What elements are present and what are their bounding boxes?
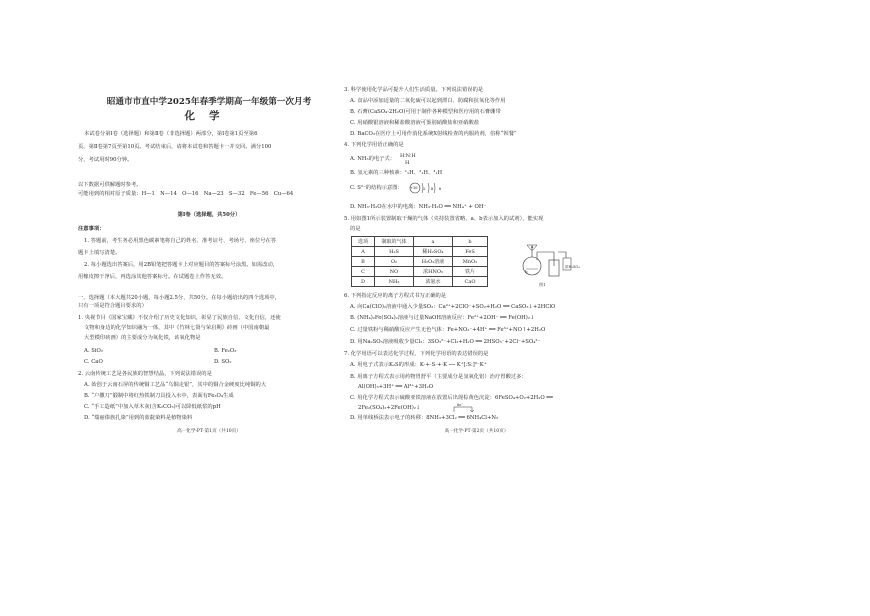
table-cell: H₂S <box>375 247 414 257</box>
table-cell: H₂O₂溶液 <box>414 257 453 267</box>
subject-title: 化学 <box>184 110 234 122</box>
q2-option-b: B. “户撒刀”锻制中将红热铁制刀具投入水中，表面有Fe₃O₄生成 <box>84 393 234 399</box>
table-cell: NO <box>375 267 414 277</box>
exam-title: 昭通市市直中学2025年春季学期高一年级第一次月考 <box>106 97 312 107</box>
page-1-footer: 高一化学·PT·第1页（共10页） <box>177 429 241 434</box>
q4-option-b: B. 氢元素的三种核素：¹₁H、²₁H、³₁H <box>350 170 443 176</box>
q1-option-d: D. SO₂ <box>214 359 232 365</box>
atomic-masses: 可能用到的相对原子质量：H—1 N—14 O—16 Na—23 S—32 Fe—56 Cu—64 <box>78 191 294 197</box>
table-header: 选项 <box>352 237 375 247</box>
table-header-row <box>352 237 488 247</box>
q6-option-a: A. 向Ca(ClO)₂溶液中通入少量SO₂：Ca²⁺+2ClO⁻+SO₂+H₂O ══ CaSO₃↓+2HClO <box>350 304 556 310</box>
table-cell: O₂ <box>375 257 414 267</box>
figure-caption: 图1 <box>539 282 546 287</box>
q3-stem: 3. 科学使用化学品可提升人们生活质量。下列说法错误的是 <box>344 87 484 93</box>
q1-stem-1: 1. 央视节目《国家宝藏》不仅介绍了历史文化知识，彰显了民族自信、文化自信，还使 <box>78 315 281 321</box>
q7-option-c-equation: 2Fe₂(SO₄)₃+2Fe(OH)₂↓ <box>358 405 421 411</box>
data-reference-label: 以下数据可供解题时参考。 <box>78 182 142 188</box>
q7-stem: 7. 化学用语可以表达化学过程，下列化学用语的表达错误的是 <box>344 351 489 357</box>
figure-label-a: a <box>531 244 534 249</box>
table-cell: MnO₂ <box>453 257 488 267</box>
table-cell: A <box>352 247 375 257</box>
q7-option-b-equation: Al(OH)₃+3H⁺ ══ Al³⁺+3H₂O <box>358 384 434 390</box>
exam-page-2 <box>344 0 609 616</box>
q5-gas-table <box>351 236 488 287</box>
q3-option-a: A. 食品中添加适量的二氧化硫可以起到漂白、防腐和抗氧化等作用 <box>350 98 506 104</box>
table-cell: C <box>352 267 375 277</box>
intro-line-3: 分，考试用时90分钟。 <box>78 157 133 163</box>
q1-stem-3: 大型模印砖画）的主要成分为氧化铁，该氧化物是 <box>84 335 201 341</box>
part-1-header-1: 一、选择题（本大题共20小题，每小题2.5分，共50分。在每小题给出的四个选项中， <box>78 295 281 301</box>
table-cell: FeS <box>453 247 488 257</box>
exam-page-1 <box>78 0 340 616</box>
table-row <box>352 257 488 267</box>
note-line-4: 用橡皮擦干净后，再选涂其他答案标号。在试题卷上作答无效。 <box>78 274 227 280</box>
table-cell: 浓氨水 <box>414 277 453 287</box>
table-cell: B <box>352 257 375 267</box>
table-cell: NH₃ <box>375 277 414 287</box>
q3-option-d: D. BaCO₃在医疗上可用作消化系统X射线检查的内服药剂，俗称“钡餐” <box>350 131 517 137</box>
q7-option-c: C. 用化学方程式表示硫酸亚铁溶液在放置后出现棕黄色沉淀：6FeSO₄+O₂+2H₂O ══ <box>350 395 553 401</box>
section-1-title: 第Ⅰ卷（选择题，共50分） <box>177 212 241 218</box>
note-line-1: 1. 答题前，考生务必用黑色碳素笔将自己的姓名、准考证号、考场号、座位号在答 <box>84 238 277 244</box>
nh3-electron-formula: H∶N∶H <box>400 153 416 159</box>
q3-option-c: C. 用硝酸银溶液和稀盐酸溶液可鉴别硝酸盐和亚硝酸盐 <box>350 120 480 126</box>
single-line-bridge-arrow-icon <box>452 405 476 413</box>
table-cell: 铁片 <box>453 267 488 277</box>
q7-option-b: B. 用离子方程式表示用药物胃舒平（主要成分是氢氧化铝）治疗胃酸过多： <box>350 374 527 380</box>
q2-option-a: A. 始创于云南石屏的传统铜工艺品“乌铜走银”，其中的铜合金硬度比纯铜的大 <box>84 382 267 388</box>
notes-title: 注意事项： <box>78 226 105 232</box>
q7-option-d: D. 用单线桥法表示电子的转移：8NH₃+3Cl₂ ══ 6NH₄Cl+N₂ <box>350 415 499 421</box>
figure-reagent-label: 浓H₂SO₄ <box>565 265 580 269</box>
q4-option-d: D. NH₃·H₂O在水中的电离：NH₃·H₂O ══ NH₄⁺ + OH⁻ <box>350 204 487 210</box>
nh3-electron-formula-bottom: H <box>405 160 410 166</box>
table-cell: CaO <box>453 277 488 287</box>
q1-option-c: C. CaO <box>84 359 103 365</box>
q7-option-a: A. 用电子式表示K₂S的形成：K·+·S·+·K ── K⁺[:S:]²⁻K⁺ <box>350 362 487 368</box>
q4-option-c: C. S²⁻的结构示意图： <box>350 185 403 191</box>
q1-option-b: B. Fe₂O₃ <box>214 348 237 354</box>
q4-stem: 4. 下列化学用语正确的是 <box>344 142 404 148</box>
q2-option-c: C. “手工造纸”中加入草木灰(含K₂CO₃)可以降低纸浆的pH <box>84 404 221 410</box>
q6-option-c: C. 过量铁粉与稀硝酸反应产生无色气体：Fe+NO₃⁻+4H⁺ ══ Fe³⁺+NO↑+2H₂O <box>350 327 546 333</box>
table-header: a <box>414 237 453 247</box>
intro-line-2: 页，第Ⅱ卷第7页至第10页。考试结束后，请将本试卷和答题卡一并交回。满分100 <box>78 144 272 150</box>
q1-option-a: A. SiO₂ <box>84 348 103 354</box>
sulfide-core-label: +16 <box>410 186 418 190</box>
table-header: 制取的气体 <box>375 237 414 247</box>
gas-apparatus-figure <box>518 236 580 284</box>
sulfide-shell-label: 2 8 8 <box>423 186 444 191</box>
table-row <box>352 267 488 277</box>
q4-option-a: A. NH₃的电子式： <box>350 156 396 162</box>
q2-stem: 2. 云南传统工艺是各民族的智慧结晶，下列说法错误的是 <box>78 371 212 377</box>
q6-option-d: D. 用Na₂SO₃溶液吸收少量Cl₂：3SO₃²⁻+Cl₂+H₂O ══ 2HSO₃⁻+2Cl⁻+SO₄²⁻ <box>350 339 541 345</box>
table-row <box>352 247 488 257</box>
note-line-3: 2. 每小题选出答案后，用2B铅笔把答题卡上对应题目的答案标号涂黑。如需改动， <box>84 262 279 268</box>
intro-line-1: 本试卷分第Ⅰ卷（选择题）和第Ⅱ卷（非选择题）两部分，第Ⅰ卷第1页至第6 <box>84 131 258 137</box>
note-line-2: 题卡上填写清楚。 <box>78 250 121 256</box>
table-header: b <box>453 237 488 247</box>
q3-option-b: B. 石膏(CaSO₄·2H₂O)可用于制作各种模型和医疗用的石膏绷带 <box>350 109 501 115</box>
q5-stem-2: 的是 <box>350 226 361 232</box>
table-cell: D <box>352 277 375 287</box>
q6-option-b: B. (NH₄)₂Fe(SO₄)₂溶液与过量NaOH溶液反应：Fe²⁺+2OH⁻ ══ Fe(OH)₂↓ <box>350 315 535 321</box>
table-row <box>352 277 488 287</box>
q2-option-d: D. “瑞丽傣族扎染”用到的蓝靛染料是植物染料 <box>84 415 193 421</box>
q6-stem: 6. 下列指定反应的离子方程式书写正确的是 <box>344 293 447 299</box>
table-cell: 浓HNO₃ <box>414 267 453 277</box>
q5-stem-1: 5. 用如图1所示装置制取干燥的气体（夹持装置省略，a、b表示加入的试剂），能实现 <box>344 216 544 222</box>
figure-label-b: b <box>525 269 528 274</box>
electron-transfer-label: 6e⁻ <box>457 403 464 407</box>
part-1-header-2: 只有一项是符合题目要求的） <box>78 303 147 309</box>
page-2-footer: 高一化学·PT·第2页（共10页） <box>444 429 509 434</box>
q1-stem-2: 文物和身边的化学知识融为一体，其中《竹林七贤与荣启期》砖画（中国南朝最 <box>84 325 270 331</box>
table-cell: 稀H₂SO₄ <box>414 247 453 257</box>
